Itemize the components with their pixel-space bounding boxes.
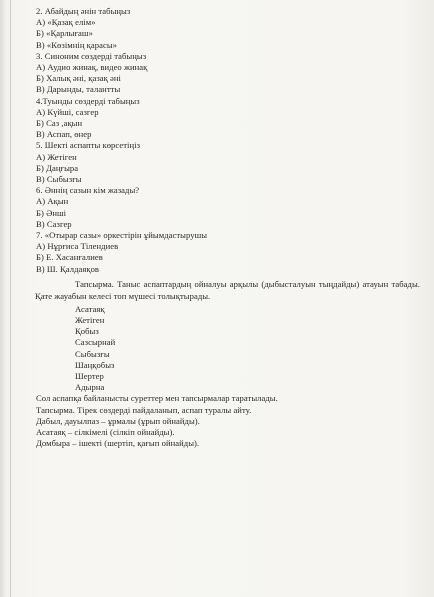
question-6-option-c: В) Сазгер (36, 218, 72, 229)
instrument-item: Шертер (75, 371, 104, 381)
question-3-option-b: Б) Халық әні, қазақ әні (36, 73, 121, 84)
question-2-option-a: А) «Қазақ елім» (36, 17, 96, 28)
question-7-option-c: В) Ш. Қалдаяқов (36, 263, 100, 274)
closing-line: Тапсырма. Тірек сөздерді пайдаланып, аспап туралы айту. (36, 404, 252, 415)
question-6-option-a: А) Ақын (36, 196, 69, 207)
question-2: 2. Абайдың әнін табыңыз (36, 6, 131, 16)
closing-line: Сол аспапқа байланысты суреттер мен тапсырмалар таратылады. (36, 393, 278, 404)
question-5: 5. Шекті аспапты көрсетіңіз (36, 140, 141, 151)
question-4-option-c: В) Аспап, өнер (36, 129, 92, 140)
instrument-item: Асатаяқ (75, 303, 105, 314)
question-4: 4.Туынды сөздерді табыңыз (36, 95, 140, 106)
question-5-option-a: А) Жетіген (36, 151, 77, 162)
question-2-option-c: В) «Көзімнің қарасы» (36, 39, 118, 50)
question-7-option-b: Б) Е. Хасанғалиев (36, 252, 103, 263)
question-6: 6. Әннің сазын кім жазады? (36, 185, 140, 196)
instrument-item: Қобыз (75, 326, 99, 337)
closing-line: Дабыл, дауылпаз – ұрмалы (ұрып ойнайды). (36, 415, 200, 426)
task-paragraph: Тапсырма. Таныс аспаптардың ойналуы арқылы (дыбысталуын тыңдайды) атауын табады. Қате жауабын келесі топ мүшесі толықтырады. (35, 278, 420, 301)
question-2-option-b: Б) «Қарлығаш» (36, 28, 93, 39)
closing-line: Асатаяқ – сілкімелі (сілкіп ойнайды). (36, 427, 175, 437)
closing-line: Домбыра – ішекті (шертіп, қағып ойнайды). (36, 438, 200, 449)
question-4-option-a: А) Күйші, сазгер (36, 106, 99, 117)
instrument-item: Адырна (75, 382, 105, 393)
question-5-option-c: В) Сыбызғы (36, 174, 82, 184)
question-5-option-b: Б) Даңғыра (36, 162, 79, 173)
question-3-option-a: А) Аудио жинақ, видео жинақ (36, 62, 148, 72)
question-3: 3. Синоним сөздерді табыңыз (36, 50, 147, 61)
question-7: 7. «Отырар сазы» оркестірін ұйымдастырушы (36, 230, 208, 240)
question-3-option-c: В) Дарынды, талантты (36, 84, 121, 95)
instrument-item: Сазсырнай (75, 337, 116, 348)
question-7-option-a: А) Нұрғиса Тілендиев (36, 241, 119, 252)
question-6-option-b: Б) Әнші (36, 207, 67, 218)
instrument-item: Шаңқобыз (75, 359, 115, 370)
question-4-option-b: Б) Саз ,ақын (36, 118, 83, 128)
instrument-item: Сыбызғы (75, 348, 110, 359)
instrument-item: Жетіген (75, 315, 105, 325)
